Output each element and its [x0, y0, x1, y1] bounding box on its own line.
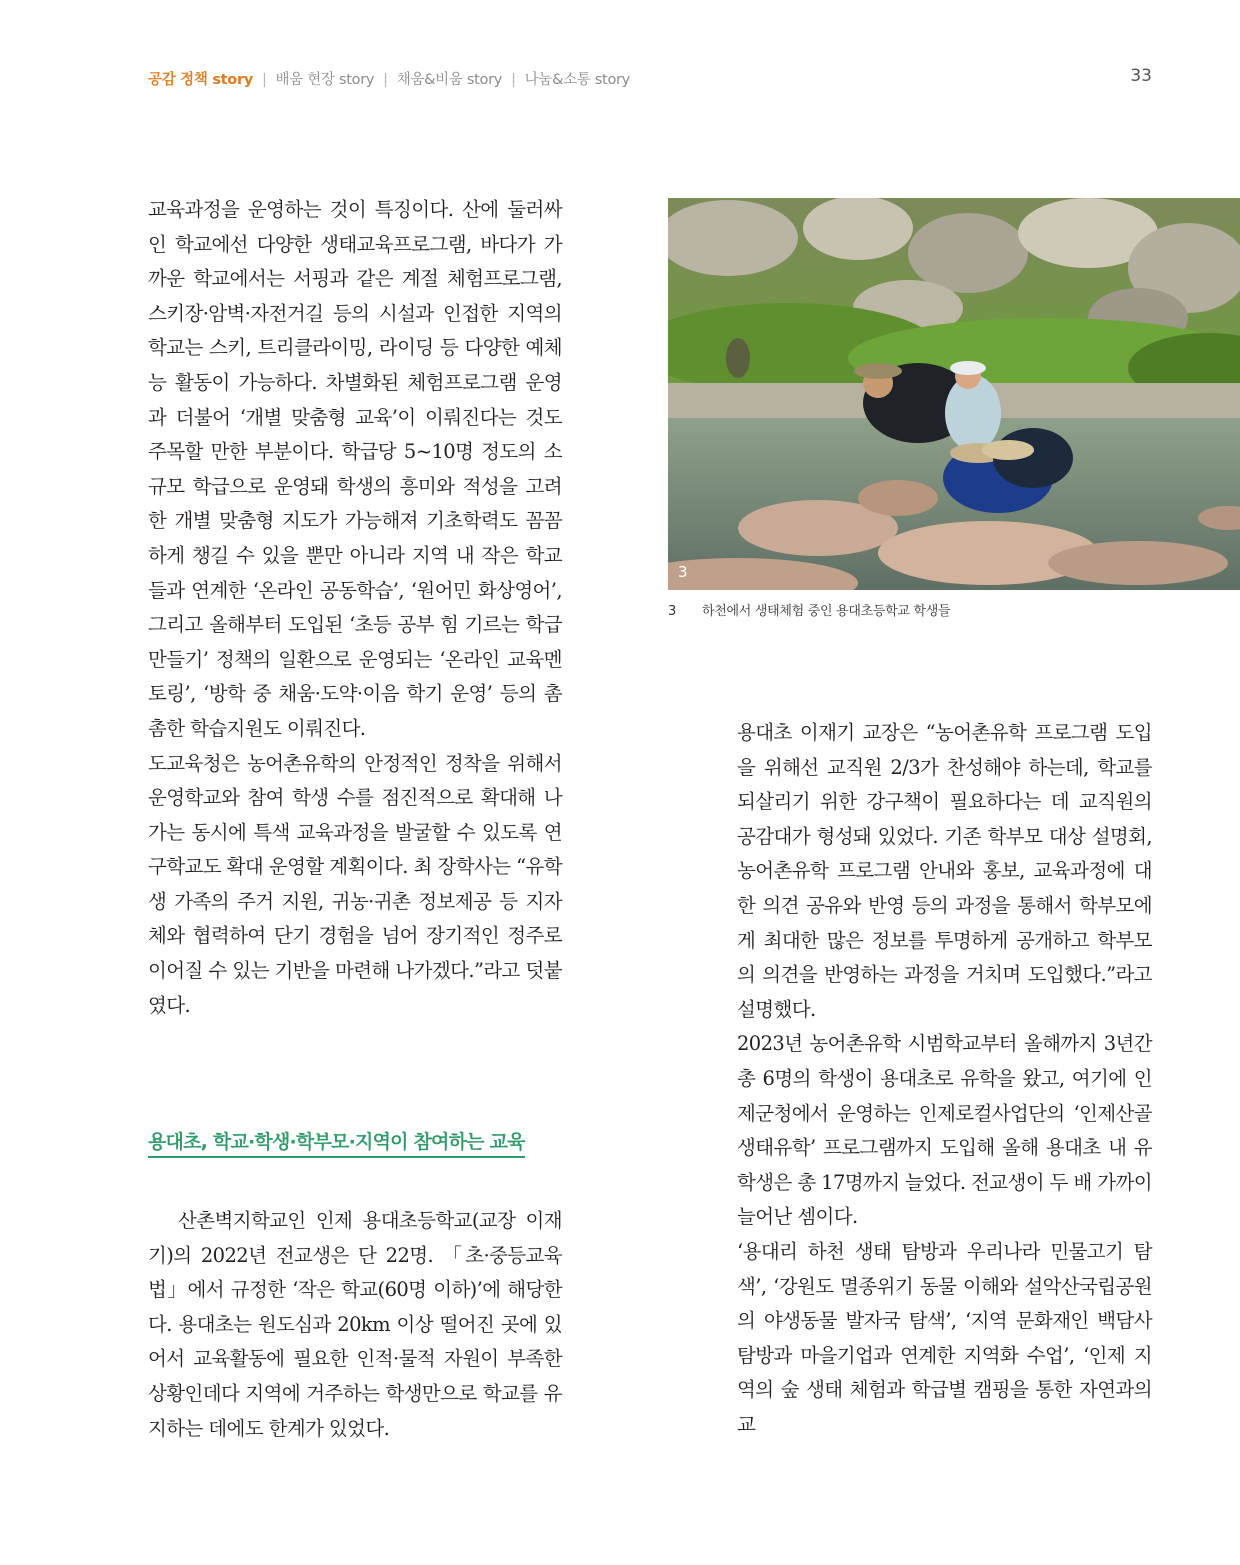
body-paragraph: ‘용대리 하천 생태 탐방과 우리나라 민물고기 탐색’, ‘강원도 멸종위기 동물 이해와 설악산국립공원의 야생동물 발자국 탐색’, ‘지역 문화재인 백담사 탐방과 마을기업과 연계한 지역화 수업’, ‘인제 지역의 숲 생태 체험과 학급별 캠핑을 통한 자연과의 교: [737, 1239, 1152, 1436]
nav-item-policy-story[interactable]: 공감 정책 story: [148, 72, 253, 88]
nav-item-share-story[interactable]: 나눔&소통 story: [524, 72, 630, 88]
body-paragraph: 2023년 농어촌유학 시범학교부터 올해까지 3년간 총 6명의 학생이 용대초로 유학을 왔고, 여기에 인제군청에서 운영하는 인제로컬사업단의 ‘인제산골생태유학’ 프로그램까지 도입해 올해 용대초 내 유학생은 총 17명까지 늘었다. 전교생이 두 배 가까이 늘어난 셈이다.: [737, 1032, 1152, 1229]
body-paragraph: 용대초 이재기 교장은 “농어촌유학 프로그램 도입을 위해선 교직원 2/3가 찬성해야 하는데, 학교를 되살리기 위한 강구책이 필요하다는 데 교직원의 공감대가 형성돼 있었다. 기존 학부모 대상 설명회, 농어촌유학 프로그램 안내와 홍보, 교육과정에 대한 의견 공유와 반영 등의 과정을 통해서 학부모에게 최대한 많은 정보를 투명하게 공개하고 학부모의 의견을 반영하는 과정을 거치며 도입했다.”라고 설명했다.: [737, 721, 1152, 1021]
photo-caption: [668, 600, 1240, 619]
stream-photo: [668, 198, 1240, 590]
page-header: [148, 66, 1152, 92]
caption-number: 3: [668, 604, 676, 619]
caption-text: 하천에서 생태체험 중인 용대초등학교 학생들: [702, 604, 951, 619]
nav-item-fill-empty-story[interactable]: 채움&비움 story: [396, 72, 503, 88]
body-paragraph: 교육과정을 운영하는 것이 특징이다. 산에 둘러싸인 학교에선 다양한 생태교육프로그램, 바다가 가까운 학교에서는 서핑과 같은 계절 체험프로그램, 스키장·암벽·자전거길 등의 시설과 인접한 지역의 학교는 스키, 트리클라이밍, 라이딩 등 다양한 예체능 활동이 가능하다. 차별화된 체험프로그램 운영과 더불어 ‘개별 맞춤형 교육’이 이뤄진다는 것도 주목할 만한 부분이다. 학급당 5~10명 정도의 소규모 학급으로 운영돼 학생의 흥미와 적성을 고려한 개별 맞춤형 지도가 가능해져 기초학력도 꼼꼼하게 챙길 수 있을 뿐만 아니라 지역 내 작은 학교들과 연계한 ‘온라인 공동학습’, ‘원어민 화상영어’, 그리고 올해부터 도입된 ‘초등 공부 힘 기르는 학급 만들기’ 정책의 일환으로 운영되는 ‘온라인 교육멘토링’, ‘방학 중 채움·도약·이음 학기 운영’ 등의 촘촘한 학습지원도 이뤄진다.: [148, 198, 562, 740]
body-paragraph: 도교육청은 농어촌유학의 안정적인 정착을 위해서 운영학교와 참여 학생 수를 점진적으로 확대해 나가는 동시에 특색 교육과정을 발굴할 수 있도록 연구학교도 확대 운영할 계획이다. 최 장학사는 “유학생 가족의 주거 지원, 귀농·귀촌 정보제공 등 지자체와 협력하여 단기 경험을 넘어 장기적인 정주로 이어질 수 있는 기반을 마련해 나가겠다.”라고 덧붙였다.: [148, 751, 562, 1017]
column-left-bottom: [148, 1204, 562, 1446]
page-number: 33: [1130, 66, 1152, 86]
nav-item-field-story[interactable]: 배움 현장 story: [275, 72, 375, 88]
nav-separator: |: [261, 72, 267, 88]
nav-separator: |: [511, 72, 516, 88]
nav-separator: |: [383, 72, 388, 88]
section-heading: [148, 1127, 562, 1154]
photo-number: 3: [678, 563, 688, 581]
body-paragraph: 산촌벽지학교인 인제 용대초등학교(교장 이재기)의 2022년 전교생은 단 22명. 「초·중등교육법」에서 규정한 ‘작은 학교(60명 이하)’에 해당한다. 용대초는 원도심과 20km 이상 떨어진 곳에 있어서 교육활동에 필요한 인적·물적 자원이 부족한 상황인데다 지역에 거주하는 학생만으로 학교를 유지하는 데에도 한계가 있었다.: [148, 1209, 562, 1440]
section-heading-text: 용대초, 학교·학생·학부모·지역이 참여하는 교육: [148, 1131, 525, 1158]
column-left-top: [148, 193, 562, 1023]
section-nav: [148, 68, 630, 89]
column-right: [737, 716, 1152, 1442]
stream-photo-illustration: [668, 198, 1240, 590]
